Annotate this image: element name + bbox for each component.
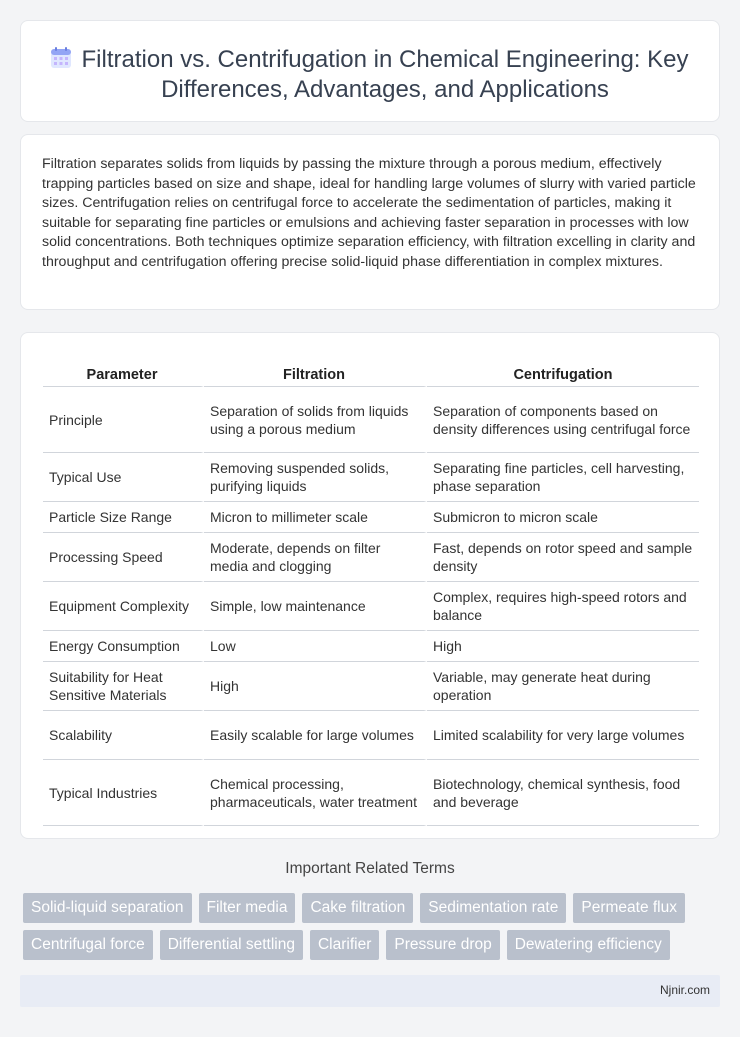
related-term-tag[interactable]: Differential settling [160,930,303,960]
page-title: Filtration vs. Centrifugation in Chemical Engineering: Key Differences, Advantages, and Applications [81,46,689,103]
footer [20,975,720,1007]
table-row [43,582,699,631]
cell-filtration: Moderate, depends on filter media and clogging [204,533,427,582]
cell-filtration: Simple, low maintenance [204,582,427,631]
table-row [43,533,699,582]
cell-filtration: Easily scalable for large volumes [204,711,427,760]
cell-parameter: Energy Consumption [43,631,204,662]
cell-filtration: High [204,662,427,711]
header-card [20,20,720,122]
cell-centrifugation: Separation of components based on density differences using centrifugal force [427,387,699,453]
footer-brand[interactable]: Njnir.com [659,983,710,997]
table-header-row [43,353,699,387]
cell-centrifugation: Biotechnology, chemical synthesis, food and beverage [427,760,699,826]
table-row [43,711,699,760]
header-centrifugation: Centrifugation [427,353,699,387]
table-row [43,502,699,533]
intro-paragraph: Filtration separates solids from liquids by passing the mixture through a porous medium, effectively trapping particles based on size and shape, ideal for handling large volumes of slurry with varied particle sizes. Centrifugation relies on centrifugal force to accelerate the sedimentation of particles, making it suitable for separating fine particles or emulsions and achieving faster separation in processes with low solid concentrations. Both techniques optimize separation efficiency, with filtration excelling in clarity and throughput and centrifugation offering precise solid-liquid phase differentiation in complex mixtures. [42,156,696,270]
cell-centrifugation: Variable, may generate heat during operation [427,662,699,711]
table-row [43,387,699,453]
cell-parameter: Particle Size Range [43,502,204,533]
related-term-tag[interactable]: Sedimentation rate [420,893,566,923]
table-row [43,631,699,662]
table-row [43,760,699,826]
related-terms-title: Important Related Terms [285,860,455,877]
cell-parameter: Typical Use [43,453,204,502]
related-term-tag[interactable]: Pressure drop [386,930,499,960]
cell-filtration: Removing suspended solids, purifying liquids [204,453,427,502]
cell-filtration: Low [204,631,427,662]
related-terms-list [23,893,723,960]
cell-parameter: Scalability [43,711,204,760]
cell-centrifugation: Fast, depends on rotor speed and sample density [427,533,699,582]
table-row [43,453,699,502]
cell-filtration: Chemical processing, pharmaceuticals, water treatment [204,760,427,826]
cell-parameter: Typical Industries [43,760,204,826]
cell-centrifugation: High [427,631,699,662]
cell-filtration: Separation of solids from liquids using a porous medium [204,387,427,453]
cell-filtration: Micron to millimeter scale [204,502,427,533]
cell-parameter: Equipment Complexity [43,582,204,631]
cell-parameter: Principle [43,387,204,453]
related-term-tag[interactable]: Centrifugal force [23,930,153,960]
related-term-tag[interactable]: Filter media [199,893,296,923]
related-term-tag[interactable]: Solid-liquid separation [23,893,192,923]
cell-parameter: Suitability for Heat Sensitive Materials [43,662,204,711]
related-term-tag[interactable]: Cake filtration [302,893,413,923]
comparison-table [43,353,699,826]
cell-centrifugation: Separating fine particles, cell harvesting, phase separation [427,453,699,502]
related-term-tag[interactable]: Dewatering efficiency [507,930,670,960]
table-row [43,662,699,711]
cell-centrifugation: Submicron to micron scale [427,502,699,533]
cell-centrifugation: Complex, requires high-speed rotors and balance [427,582,699,631]
comparison-card [20,332,720,839]
header-filtration: Filtration [204,353,427,387]
cell-parameter: Processing Speed [43,533,204,582]
cell-centrifugation: Limited scalability for very large volumes [427,711,699,760]
related-term-tag[interactable]: Permeate flux [573,893,685,923]
related-term-tag[interactable]: Clarifier [310,930,379,960]
intro-card [20,134,720,310]
header-parameter: Parameter [43,353,204,387]
